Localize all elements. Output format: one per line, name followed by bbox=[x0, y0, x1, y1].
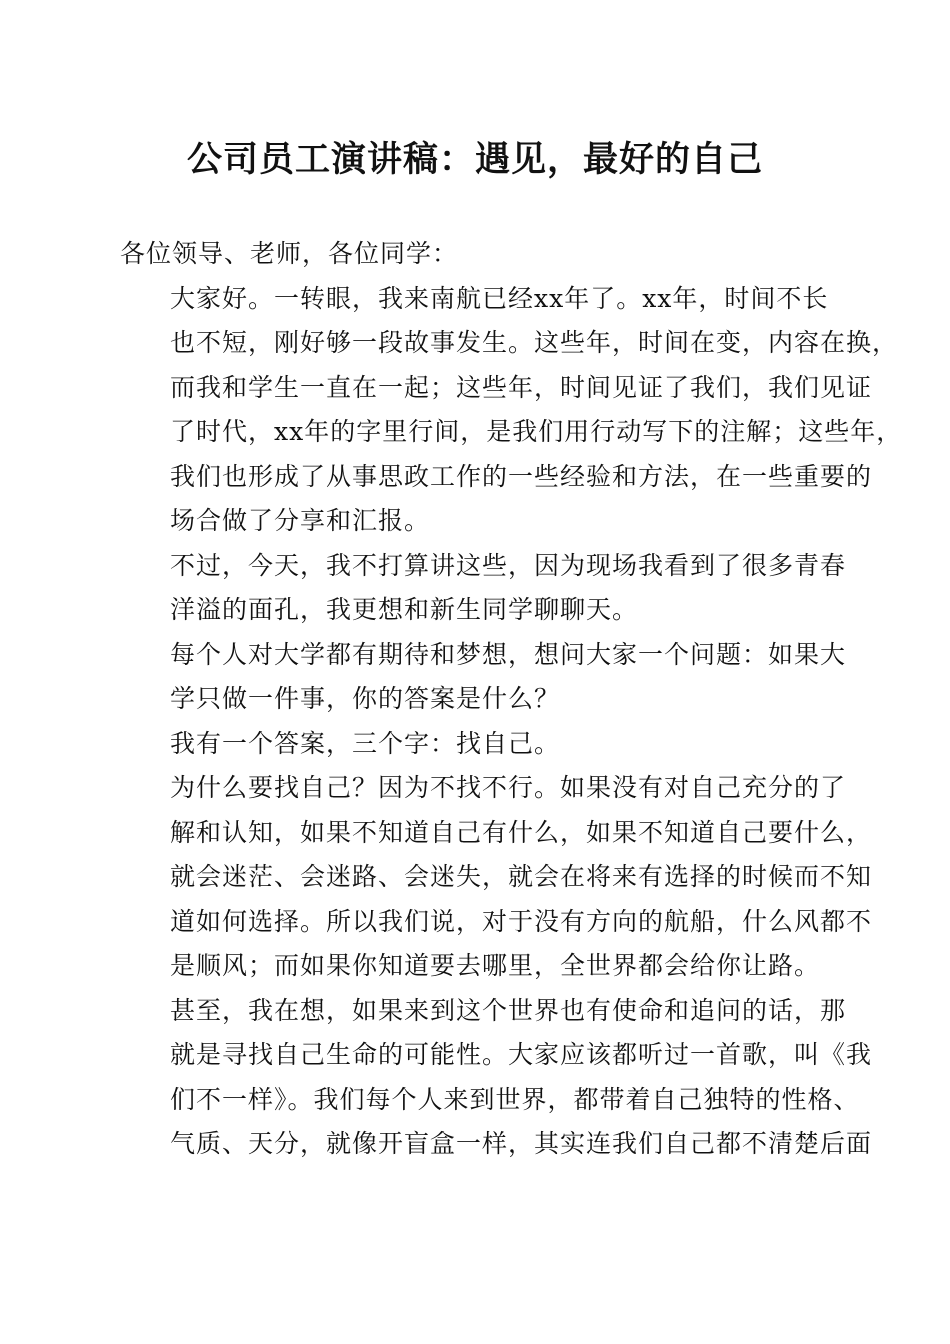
text-line: 就是寻找自己生命的可能性。大家应该都听过一首歌，叫《我 bbox=[170, 1040, 873, 1069]
text-line: 也不短，刚好够一段故事发生。这些年，时间在变，内容在换， bbox=[170, 328, 899, 357]
text-line: 解和认知，如果不知道自己有什么，如果不知道自己要什么， bbox=[170, 817, 873, 847]
text-line: 气质、天分，就像开盲盒一样，其实连我们自己都不清楚后面 bbox=[170, 1129, 873, 1158]
text-line: 每个人对大学都有期待和梦想，想问大家一个问题：如果大 bbox=[170, 639, 847, 669]
page-title: 公司员工演讲稿：遇见，最好的自己 bbox=[186, 139, 763, 180]
text-line: 道如何选择。所以我们说，对于没有方向的航船，什么风都不 bbox=[170, 906, 873, 936]
text-line: 我们也形成了从事思政工作的一些经验和方法，在一些重要的 bbox=[170, 461, 873, 491]
text-line: 大家好。一转眼，我来南航已经xx年了。xx年，时间不长 bbox=[170, 283, 829, 313]
text-line: 们不一样》。我们每个人来到世界，都带着自己独特的性格、 bbox=[170, 1084, 860, 1114]
text-line: 是顺风；而如果你知道要去哪里，全世界都会给你让路。 bbox=[170, 951, 821, 980]
text-line: 不过，今天，我不打算讲这些，因为现场我看到了很多青春 bbox=[170, 550, 847, 580]
text-line: 洋溢的面孔，我更想和新生同学聊聊天。 bbox=[170, 595, 639, 624]
text-line: 为什么要找自己？因为不找不行。如果没有对自己充分的了 bbox=[170, 773, 847, 802]
text-line: 我有一个答案，三个字：找自己。 bbox=[170, 728, 561, 758]
greeting-line: 各位领导、老师，各位同学： bbox=[120, 239, 459, 268]
text-line: 了时代，xx年的字里行间，是我们用行动写下的注解；这些年， bbox=[170, 417, 903, 446]
text-line: 而我和学生一直在一起；这些年，时间见证了我们，我们见证 bbox=[170, 372, 873, 402]
paragraph-mission bbox=[120, 989, 873, 1167]
text-line: 学只做一件事，你的答案是什么？ bbox=[170, 684, 561, 713]
paragraph-answer bbox=[120, 722, 832, 767]
paragraph-question bbox=[120, 633, 847, 722]
paragraph-why bbox=[120, 766, 873, 989]
text-line: 甚至，我在想，如果来到这个世界也有使命和追问的话，那 bbox=[170, 995, 847, 1025]
paragraph-today bbox=[120, 544, 847, 633]
paragraph-intro bbox=[120, 277, 903, 544]
text-line: 就会迷茫、会迷路、会迷失，就会在将来有选择的时候而不知 bbox=[170, 862, 873, 891]
document-body bbox=[120, 232, 903, 1167]
text-line: 场合做了分享和汇报。 bbox=[170, 506, 431, 535]
